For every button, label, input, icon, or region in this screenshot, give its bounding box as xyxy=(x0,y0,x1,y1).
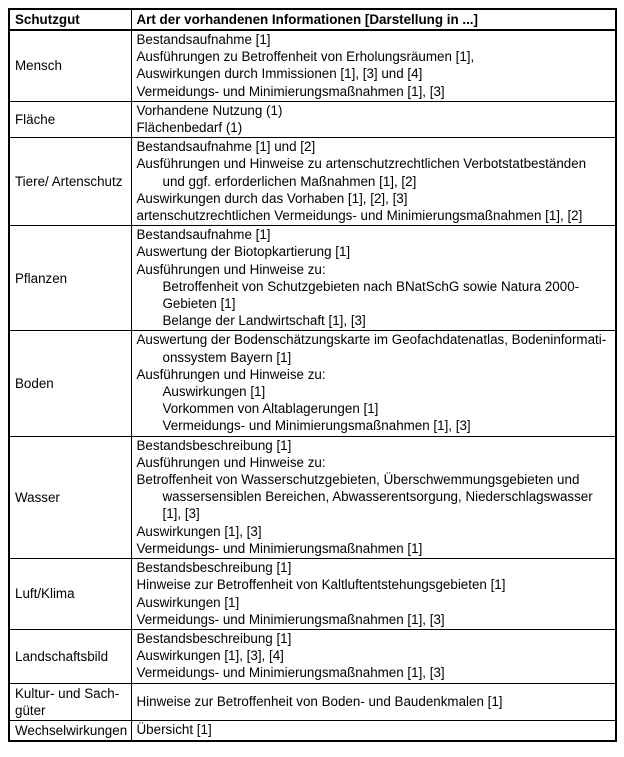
info-line: [1], [3] xyxy=(162,506,200,522)
info-line: Vorkommen von Altablagerungen [1] xyxy=(162,401,379,417)
schutzgut-cell xyxy=(9,559,131,630)
info-line: Bestandsbeschreibung [1] xyxy=(136,630,292,646)
info-line: Auswirkungen durch das Vorhaben [1], [2], [3] xyxy=(136,190,408,206)
info-line: Vermeidungs- und Minimierungsmaßnahmen [1], [3] xyxy=(136,665,445,681)
info-line: wassersensiblen Bereichen, Abwasserentsorgung, Niederschlagswasser xyxy=(162,489,593,505)
schutzgut-label: Luft/Klima xyxy=(15,586,75,602)
info-line: Hinweise zur Betroffenheit von Kaltluftentstehungsgebieten [1] xyxy=(136,577,506,593)
table-row xyxy=(9,101,616,137)
schutzgut-cell xyxy=(9,436,131,558)
schutzgut-cell xyxy=(9,226,131,331)
schutzgut-table xyxy=(8,8,617,742)
table-row xyxy=(9,331,616,436)
info-line: Ausführungen und Hinweise zu: xyxy=(136,366,326,382)
table-body xyxy=(9,30,616,741)
schutzgut-cell xyxy=(9,30,131,101)
table-row xyxy=(9,226,616,331)
info-line: Betroffenheit von Schutzgebieten nach BNatSchG sowie Natura 2000- xyxy=(162,278,580,294)
info-line: Auswirkungen [1], [3], [4] xyxy=(136,648,284,664)
schutzgut-label: Boden xyxy=(15,375,54,391)
info-cell xyxy=(131,436,616,558)
info-line: Auswertung der Biotopkartierung [1] xyxy=(136,244,351,260)
info-cell xyxy=(131,559,616,630)
header-row xyxy=(9,9,616,30)
info-line: Vermeidungs- und Minimierungsmaßnahmen [1], [3] xyxy=(136,83,445,99)
info-line: onssystem Bayern [1] xyxy=(162,349,292,365)
info-line: Vermeidungs- und Minimierungsmaßnahmen [1] xyxy=(136,540,423,556)
table-row xyxy=(9,138,616,226)
info-line: Vorhandene Nutzung (1) xyxy=(136,102,283,118)
info-line: Vermeidungs- und Minimierungsmaßnahmen [1], [3] xyxy=(136,611,445,627)
info-line: Flächenbedarf (1) xyxy=(136,120,243,136)
schutzgut-label: Mensch xyxy=(15,58,62,74)
info-line: Betroffenheit von Wasserschutzgebieten, Überschwemmungsgebieten und xyxy=(136,472,580,488)
table-row xyxy=(9,683,616,720)
info-cell xyxy=(131,720,616,741)
info-line: Ausführungen und Hinweise zu: xyxy=(136,454,326,470)
info-line: Auswirkungen [1], [3] xyxy=(136,523,262,539)
info-line: Bestandsbeschreibung [1] xyxy=(136,437,292,453)
info-line: Belange der Landwirtschaft [1], [3] xyxy=(162,313,366,329)
info-cell xyxy=(131,683,616,720)
schutzgut-label: Wechselwirkungen xyxy=(15,722,128,738)
info-line: Bestandsaufnahme [1] xyxy=(136,32,271,47)
schutzgut-label: Wasser xyxy=(15,489,60,505)
schutzgut-label: Pflanzen xyxy=(15,270,68,286)
schutzgut-cell xyxy=(9,683,131,720)
table-row xyxy=(9,559,616,630)
info-line: Ausführungen und Hinweise zu: xyxy=(136,261,326,277)
schutzgut-cell xyxy=(9,138,131,226)
info-line: Auswertung der Bodenschätzungskarte im Geofachdatenatlas, Bodeninformati- xyxy=(136,332,607,348)
info-line: Bestandsaufnahme [1] xyxy=(136,227,271,243)
info-cell xyxy=(131,138,616,226)
info-line: Auswirkungen [1] xyxy=(162,384,266,400)
schutzgut-label: Kultur- und Sach- xyxy=(15,685,120,701)
info-cell xyxy=(131,30,616,101)
info-line: Ausführungen und Hinweise zu artenschutzrechtlichen Verbotstatbeständen xyxy=(136,156,587,172)
table-row xyxy=(9,436,616,558)
info-line: Übersicht [1] xyxy=(136,721,212,737)
schutzgut-label: Tiere/ Artenschutz xyxy=(15,174,123,190)
info-cell xyxy=(131,331,616,436)
schutzgut-cell xyxy=(9,101,131,137)
table-row xyxy=(9,629,616,683)
info-line: Ausführungen zu Betroffenheit von Erholungsräumen [1], xyxy=(136,49,475,65)
info-line: Auswirkungen durch Immissionen [1], [3] und [4] xyxy=(136,66,423,82)
info-line: Bestandsaufnahme [1] und [2] xyxy=(136,139,316,155)
info-cell xyxy=(131,629,616,683)
schutzgut-label: güter xyxy=(15,702,46,718)
info-line: Hinweise zur Betroffenheit von Boden- und Baudenkmalen [1] xyxy=(136,693,503,709)
table-row xyxy=(9,720,616,741)
schutzgut-label: Landschaftsbild xyxy=(15,648,109,664)
info-cell xyxy=(131,101,616,137)
header-schutzgut: Schutzgut xyxy=(9,9,131,30)
header-informationen: Art der vorhandenen Informationen [Darstellung in ...] xyxy=(131,9,616,30)
schutzgut-cell xyxy=(9,629,131,683)
info-line: artenschutzrechtlichen Vermeidungs- und Minimierungsmaßnahmen [1], [2] xyxy=(136,208,583,224)
schutzgut-cell xyxy=(9,720,131,741)
info-line: Gebieten [1] xyxy=(162,296,236,312)
table-row xyxy=(9,30,616,101)
info-line: Vermeidungs- und Minimierungsmaßnahmen [1], [3] xyxy=(162,418,471,434)
schutzgut-label: Fläche xyxy=(15,111,56,127)
info-line: Auswirkungen [1] xyxy=(136,594,240,610)
info-line: Bestandsbeschreibung [1] xyxy=(136,560,292,576)
schutzgut-cell xyxy=(9,331,131,436)
info-cell xyxy=(131,226,616,331)
info-line: und ggf. erforderlichen Maßnahmen [1], [2] xyxy=(162,173,417,189)
